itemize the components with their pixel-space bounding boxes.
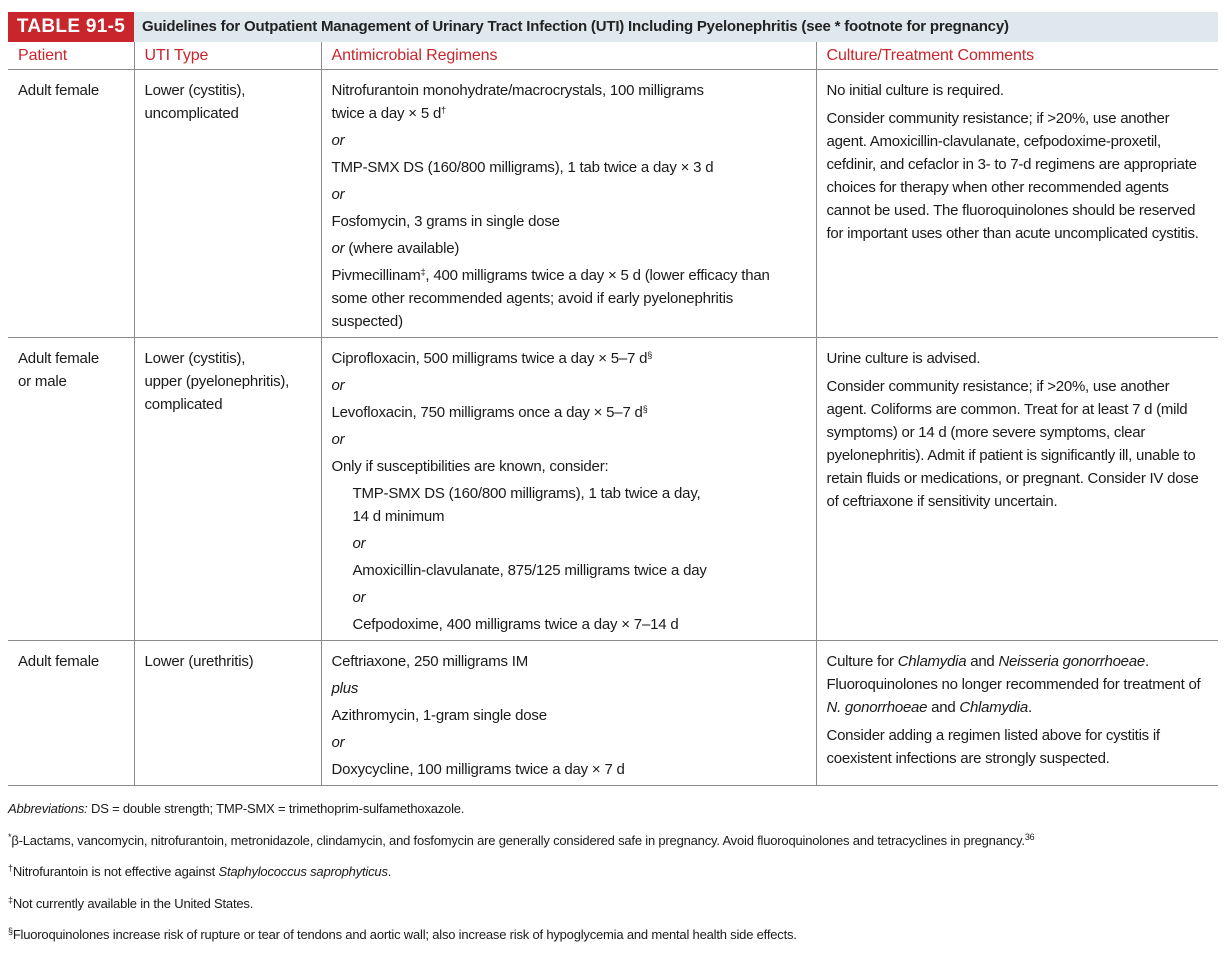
- patient-cell: Adult female: [8, 641, 134, 786]
- comment-paragraph: Consider community resistance; if >20%, use another agent. Coliforms are common. Treat for at least 7 d (mild symptoms) or 14 d (more severe symptoms, clear pyelonephritis). Admit if patient is significantly ill, unable to retain fluids or medications, or pregnant. Consider IV dose of ceftriaxone if sensitivity uncertain.: [826, 378, 1199, 510]
- footnote-mark: §: [647, 350, 653, 360]
- uti-type-cell: Lower (urethritis): [134, 641, 321, 786]
- comment-paragraph: Culture for Chlamydia and Neisseria gonorrhoeae. Fluoroquinolones no longer recommended for treatment of N. gonorrhoeae and Chlamydia.: [826, 653, 1201, 716]
- footnote-mark: †: [441, 105, 446, 115]
- regimen-item: Pivmecillinam‡, 400 milligrams twice a day × 5 d (lower efficacy than some other recommended agents; avoid if early pyelonephritis suspected): [331, 267, 770, 330]
- connector-or: or: [331, 186, 345, 203]
- header-uti-type: UTI Type: [134, 42, 321, 70]
- connector-or-where-available: or (where available): [331, 240, 460, 257]
- table-footnotes: [8, 800, 1218, 958]
- patient-cell: Adult female or male: [8, 338, 134, 641]
- regimen-item: Doxycycline, 100 milligrams twice a day × 7 d: [331, 761, 625, 778]
- table-header-row: [8, 42, 1218, 70]
- table-row: [8, 70, 1218, 338]
- regimen-item: Only if susceptibilities are known, consider:: [331, 458, 609, 475]
- table-title: Guidelines for Outpatient Management of Urinary Tract Infection (UTI) Including Pyelonephritis (see * footnote for pregnancy): [142, 18, 1009, 35]
- regimens-cell: [321, 70, 816, 338]
- table-title-bar: [8, 12, 1218, 42]
- header-patient: Patient: [8, 42, 134, 70]
- regimen-item: Levofloxacin, 750 milligrams once a day × 5–7 d§: [331, 404, 648, 421]
- footnote-pregnancy: *β-Lactams, vancomycin, nitrofurantoin, metronidazole, clindamycin, and fosfomycin are generally considered safe in pregnancy. Avoid fluoroquinolones and tetracyclines in pregnancy.$^{36}$: [8, 831, 1035, 848]
- comment-paragraph: Consider community resistance; if >20%, use another agent. Amoxicillin-clavulanate, cefpodoxime-proxetil, cefdinir, and cefaclor in 3- to 7-d regimens are appropriate choices for therapy when other recommended agents cannot be used. The fluoroquinolones should be reserved for important uses other than acute uncomplicated cystitis.: [826, 110, 1199, 242]
- footnote-double-dagger: ‡Not currently available in the United States.: [8, 894, 254, 911]
- regimen-item: Ciprofloxacin, 500 milligrams twice a day × 5–7 d§: [331, 350, 653, 367]
- header-culture-treatment-comments: Culture/Treatment Comments: [816, 42, 1218, 70]
- uti-guidelines-table: [8, 42, 1218, 786]
- regimens-cell: [321, 641, 816, 786]
- patient-cell: Adult female: [8, 70, 134, 338]
- regimen-item: Ceftriaxone, 250 milligrams IM: [331, 653, 529, 670]
- table-row: [8, 641, 1218, 786]
- comments-cell: [816, 641, 1218, 786]
- regimens-cell: [321, 338, 816, 641]
- regimen-item: Fosfomycin, 3 grams in single dose: [331, 213, 560, 230]
- table-row: [8, 338, 1218, 641]
- footnote-mark: §: [642, 404, 648, 414]
- header-antimicrobial-regimens: Antimicrobial Regimens: [321, 42, 816, 70]
- connector-or: or: [331, 377, 345, 394]
- comments-cell: [816, 338, 1218, 641]
- comment-paragraph: Urine culture is advised.: [826, 350, 981, 367]
- table-number-tag: TABLE 91-5: [8, 12, 134, 42]
- connector-plus: plus: [331, 680, 359, 697]
- connector-or: or: [352, 535, 366, 552]
- regimen-subitem: TMP-SMX DS (160/800 milligrams), 1 tab twice a day, 14 d minimum: [352, 485, 701, 525]
- comment-paragraph: No initial culture is required.: [826, 82, 1004, 99]
- table-page: [8, 12, 1218, 942]
- connector-or: or: [331, 132, 345, 149]
- footnote-mark: ‡: [420, 267, 426, 277]
- regimen-item: TMP-SMX DS (160/800 milligrams), 1 tab twice a day × 3 d: [331, 159, 714, 176]
- regimen-item: Nitrofurantoin monohydrate/macrocrystals, 100 milligrams twice a day × 5 d†: [331, 82, 704, 122]
- regimen-subitem: Cefpodoxime, 400 milligrams twice a day × 7–14 d: [352, 616, 679, 633]
- comment-paragraph: Consider adding a regimen listed above for cystitis if coexistent infections are strongly suspected.: [826, 727, 1160, 767]
- connector-or: or: [331, 431, 345, 448]
- footnote-abbreviations: Abbreviations: DS = double strength; TMP-SMX = trimethoprim-sulfamethoxazole.: [8, 801, 465, 816]
- uti-type-cell: Lower (cystitis), uncomplicated: [134, 70, 321, 338]
- uti-type-cell: Lower (cystitis), upper (pyelonephritis), complicated: [134, 338, 321, 641]
- footnote-section: §Fluoroquinolones increase risk of rupture or tear of tendons and aortic wall; also increase risk of hypoglycemia and mental health side effects.: [8, 926, 797, 942]
- regimen-subitem: Amoxicillin-clavulanate, 875/125 milligrams twice a day: [352, 562, 707, 579]
- regimen-item: Azithromycin, 1-gram single dose: [331, 707, 547, 724]
- connector-or: or: [331, 734, 345, 751]
- comments-cell: [816, 70, 1218, 338]
- footnote-dagger: †Nitrofurantoin is not effective against Staphylococcus saprophyticus.: [8, 863, 392, 879]
- connector-or: or: [352, 589, 366, 606]
